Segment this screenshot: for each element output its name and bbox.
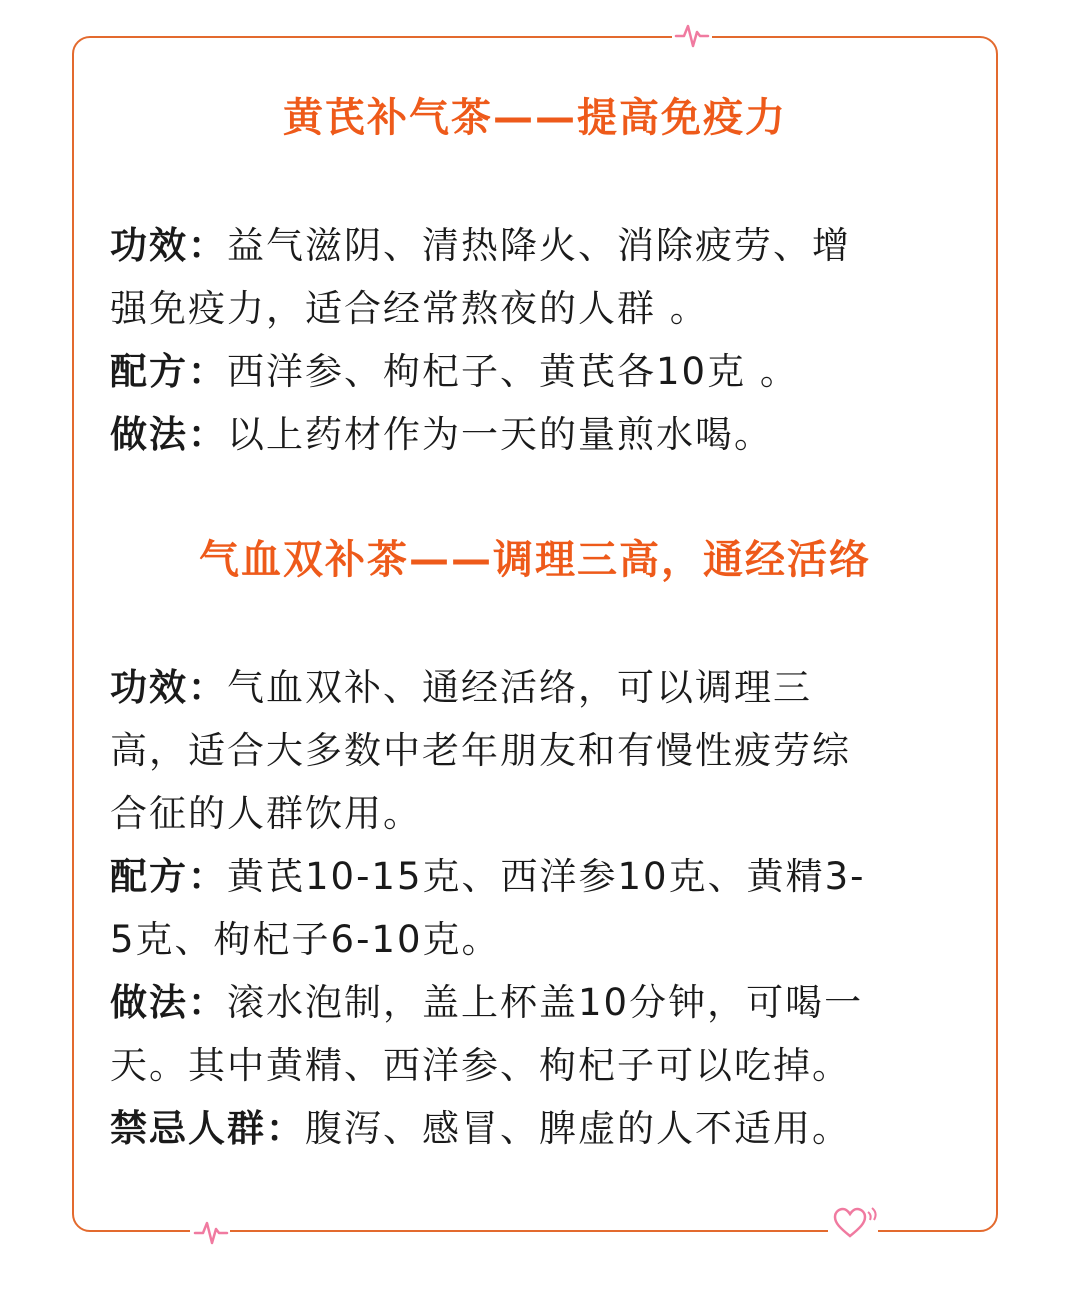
formula-label: 配方： — [110, 350, 227, 393]
heartbeat-icon — [674, 20, 710, 50]
recipe1-method — [110, 403, 960, 466]
contraindication-label: 禁忌人群： — [110, 1107, 305, 1150]
recipe2-formula — [110, 845, 960, 908]
efficacy-label: 功效： — [110, 666, 227, 709]
method-text: 滚水泡制，盖上杯盖10分钟，可喝一 — [227, 981, 864, 1024]
recipe2-formula-cont: 5克、枸杞子6-10克。 — [110, 918, 501, 961]
recipe2-efficacy — [110, 656, 960, 719]
method-text: 以上药材作为一天的量煎水喝。 — [227, 413, 773, 456]
method-label: 做法： — [110, 413, 227, 456]
contraindication-text: 腹泻、感冒、脾虚的人不适用。 — [305, 1107, 851, 1150]
efficacy-text: 气血双补、通经活络，可以调理三 — [227, 666, 812, 709]
recipe2-title: 气血双补茶——调理三高，通经活络 — [199, 537, 871, 583]
formula-text: 西洋参、枸杞子、黄芪各10克 。 — [227, 350, 799, 393]
recipe1-efficacy-cont: 强免疫力，适合经常熬夜的人群 。 — [110, 287, 709, 330]
heart-icon — [832, 1206, 878, 1240]
recipe2-body — [110, 656, 960, 1160]
recipe2-contraindication — [110, 1097, 960, 1160]
formula-text: 黄芪10-15克、西洋参10克、黄精3- — [227, 855, 866, 898]
formula-label: 配方： — [110, 855, 227, 898]
efficacy-text: 益气滋阴、清热降火、消除疲劳、增 — [227, 224, 851, 267]
recipe1-body — [110, 214, 960, 466]
recipe2-method-cont: 天。其中黄精、西洋参、枸杞子可以吃掉。 — [110, 1044, 851, 1087]
heartbeat-icon — [193, 1217, 229, 1247]
recipe2-method — [110, 971, 960, 1034]
recipe1-efficacy — [110, 214, 960, 277]
recipe2-efficacy-cont: 合征的人群饮用。 — [110, 792, 422, 835]
recipe1-title: 黄芪补气茶——提高免疫力 — [283, 95, 787, 141]
recipe2-efficacy-cont: 高，适合大多数中老年朋友和有慢性疲劳综 — [110, 729, 851, 772]
method-label: 做法： — [110, 981, 227, 1024]
recipe1-formula — [110, 340, 960, 403]
efficacy-label: 功效： — [110, 224, 227, 267]
